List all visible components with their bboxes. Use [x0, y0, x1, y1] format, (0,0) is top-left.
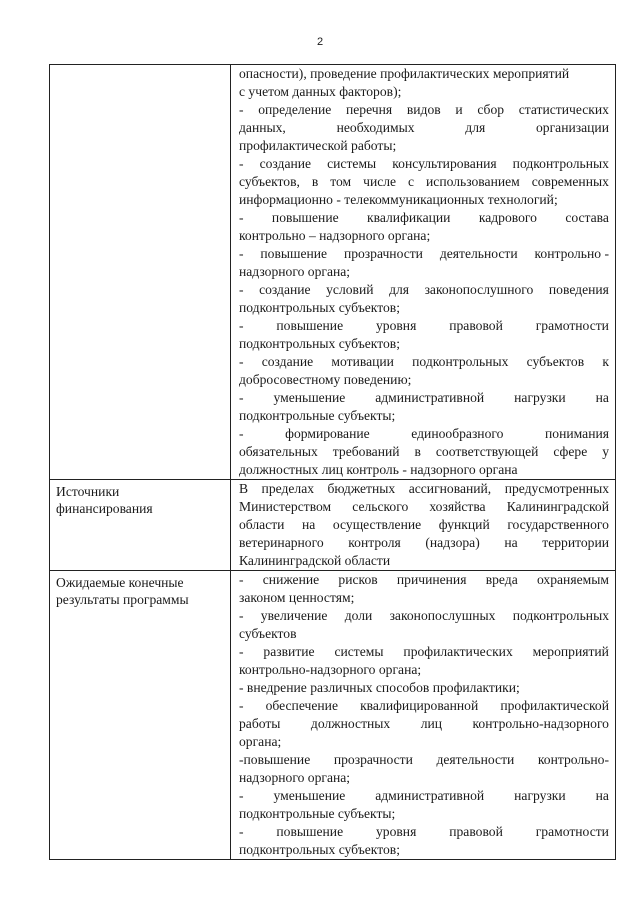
content-word: В	[239, 481, 249, 496]
content-word: повышение	[276, 318, 344, 333]
content-word: профилактической работы;	[239, 138, 397, 153]
content-line	[239, 299, 609, 317]
content-word: Министерством	[239, 499, 332, 514]
content-word: контрольно-надзорного	[472, 716, 609, 731]
content-word: обязательных	[239, 444, 318, 459]
content-word: - внедрение различных способов профилактики;	[239, 680, 520, 695]
content-line	[239, 733, 609, 751]
table-row	[50, 480, 616, 571]
content-line	[239, 571, 609, 589]
content-word: -	[239, 354, 244, 369]
content-word: органа;	[239, 734, 282, 749]
content-word: на	[302, 517, 316, 532]
content-word: -	[239, 102, 244, 117]
content-line	[239, 245, 609, 263]
content-word: единообразного	[411, 426, 504, 441]
content-word: профилактической	[500, 698, 609, 713]
content-line	[239, 751, 609, 769]
content-word: законопослушного	[424, 282, 534, 297]
content-line	[239, 119, 609, 137]
content-line	[239, 589, 609, 607]
content-word: кадрового	[478, 210, 537, 225]
content-word: ассигнований,	[408, 481, 492, 496]
content-line	[239, 461, 609, 479]
content-word: надзорного органа;	[239, 770, 351, 785]
content-word: в	[311, 174, 319, 189]
content-line	[239, 227, 609, 245]
content-word: -	[239, 426, 244, 441]
content-word: законом ценностям;	[239, 590, 355, 605]
content-word: -	[239, 156, 244, 171]
content-word: понимания	[545, 426, 609, 441]
content-word: консультирования	[392, 156, 497, 171]
content-line	[239, 498, 609, 516]
content-word: информационно - телекоммуникационных технологий;	[239, 192, 558, 207]
content-word: снижение	[262, 572, 320, 587]
content-line	[239, 443, 609, 461]
content-word: подконтрольных субъектов;	[239, 300, 400, 315]
content-word: повышение	[271, 210, 339, 225]
content-line	[239, 317, 609, 335]
content-line	[239, 516, 609, 534]
content-word: создание	[259, 282, 311, 297]
content-word: с учетом данных факторов);	[239, 84, 402, 99]
content-line	[239, 823, 609, 841]
content-word: развитие	[263, 644, 315, 659]
content-word: субъектов	[526, 354, 585, 369]
content-word: субъектов	[239, 626, 297, 641]
content-word: хозяйства	[429, 499, 486, 514]
content-word: профилактических	[403, 644, 513, 659]
content-line	[239, 407, 609, 425]
content-word: определение	[258, 102, 332, 117]
content-word: деятельности	[439, 246, 518, 261]
content-word: подконтрольных субъектов;	[239, 336, 400, 351]
content-word: лиц	[420, 716, 443, 731]
content-word: числе	[363, 174, 397, 189]
content-word: (надзора)	[425, 535, 480, 550]
content-word: организации	[536, 120, 609, 135]
content-word: должностных лиц контроль - надзорного органа	[239, 462, 518, 477]
content-word: контроля	[348, 535, 401, 550]
row-label-cell	[50, 480, 231, 571]
content-word: рисков	[338, 572, 378, 587]
content-word: подконтрольных	[512, 156, 609, 171]
content-word: деятельности	[436, 752, 515, 767]
content-word: уровня	[376, 318, 417, 333]
content-word: нагрузки	[514, 788, 566, 803]
content-word: -	[239, 210, 244, 225]
content-word: вреда	[485, 572, 518, 587]
content-line	[239, 371, 609, 389]
content-word: охраняемым	[536, 572, 609, 587]
content-word: том	[330, 174, 352, 189]
content-word: нагрузки	[514, 390, 566, 405]
row-label-line: финансирования	[56, 501, 153, 516]
content-word: законопослушных	[389, 608, 496, 623]
content-word: правовой	[449, 824, 503, 839]
content-word: на	[504, 535, 518, 550]
content-word: создание	[261, 354, 314, 369]
content-line	[239, 155, 609, 173]
content-word: у	[602, 444, 609, 459]
content-word: на	[595, 788, 609, 803]
row-label-cell	[50, 571, 231, 860]
content-word: надзорного органа;	[239, 264, 351, 279]
content-line	[239, 281, 609, 299]
content-word: прозрачности	[333, 752, 413, 767]
content-word: для	[389, 282, 410, 297]
content-word: и	[455, 102, 463, 117]
content-line	[239, 534, 609, 552]
content-word: системы	[327, 156, 377, 171]
content-word: соответствующей	[435, 444, 539, 459]
content-line	[239, 335, 609, 353]
content-word: -	[239, 824, 244, 839]
content-word: с	[408, 174, 415, 189]
content-word: уменьшение	[273, 390, 346, 405]
content-word: бюджетных	[327, 481, 396, 496]
table-row	[50, 65, 616, 480]
page-number: 2	[316, 36, 324, 48]
content-word: квалификации	[367, 210, 451, 225]
content-word: подконтрольные субъекты;	[239, 806, 396, 821]
content-word: в	[414, 444, 421, 459]
content-line	[239, 643, 609, 661]
content-word: обеспечение	[265, 698, 338, 713]
content-line	[239, 787, 609, 805]
content-word: пределах	[261, 481, 315, 496]
content-word: должностных	[310, 716, 391, 731]
content-word: области	[239, 517, 285, 532]
content-word: сфере	[553, 444, 588, 459]
content-word: -	[239, 318, 244, 333]
content-line	[239, 101, 609, 119]
content-word: контрольно -	[534, 246, 609, 261]
content-word: доли	[344, 608, 373, 623]
content-word: административной	[375, 390, 485, 405]
row-label-line: результаты программы	[56, 592, 189, 607]
row-content-cell	[231, 480, 616, 571]
content-line	[239, 552, 609, 570]
content-word: -	[239, 246, 244, 261]
content-word: на	[595, 390, 609, 405]
content-word: увеличение	[260, 608, 328, 623]
content-word: уменьшение	[273, 788, 346, 803]
content-word: повышение	[276, 824, 344, 839]
content-word: поведения	[548, 282, 609, 297]
content-line	[239, 697, 609, 715]
content-line	[239, 191, 609, 209]
content-word: Калининградской	[506, 499, 609, 514]
content-word: Калининградской области	[239, 553, 391, 568]
content-line	[239, 209, 609, 227]
content-word: статистических	[518, 102, 609, 117]
content-word: работы	[239, 716, 281, 731]
content-word: подконтрольные субъекты;	[239, 408, 396, 423]
content-word: использованием	[426, 174, 520, 189]
content-word: ветеринарного	[239, 535, 324, 550]
content-word: грамотности	[535, 824, 609, 839]
content-line	[239, 65, 609, 83]
content-word: -	[239, 282, 244, 297]
content-line	[239, 480, 609, 498]
content-word: подконтрольных	[512, 608, 609, 623]
content-word: добросовестному поведению;	[239, 372, 412, 387]
content-word: сельского	[352, 499, 409, 514]
content-line	[239, 137, 609, 155]
content-word: мероприятий	[532, 644, 609, 659]
content-word: -	[239, 788, 244, 803]
content-line	[239, 661, 609, 679]
content-word: правовой	[449, 318, 503, 333]
content-word: подконтрольных субъектов;	[239, 842, 400, 857]
content-word: для	[465, 120, 486, 135]
content-word: контрольно-надзорного органа;	[239, 662, 422, 677]
content-word: системы	[334, 644, 384, 659]
row-label-line: Источники	[56, 484, 120, 499]
content-line	[239, 769, 609, 787]
content-word: требований	[332, 444, 400, 459]
content-word: предусмотренных	[504, 481, 609, 496]
content-word: сбор	[477, 102, 505, 117]
row-content-cell	[231, 571, 616, 860]
content-word: контрольно – надзорного органа;	[239, 228, 431, 243]
content-word: территории	[542, 535, 609, 550]
content-word: формирование	[285, 426, 370, 441]
content-word: -	[239, 698, 244, 713]
content-word: уровня	[376, 824, 417, 839]
content-word: перечня	[345, 102, 393, 117]
content-line	[239, 715, 609, 733]
content-line	[239, 805, 609, 823]
content-line	[239, 83, 609, 101]
content-word: прозрачности	[343, 246, 423, 261]
content-word: мотивации	[331, 354, 394, 369]
content-word: условий	[326, 282, 374, 297]
table-row	[50, 571, 616, 860]
content-word: повышение	[260, 246, 328, 261]
row-label-line: Ожидаемые конечные	[56, 575, 184, 590]
content-word: контрольно-	[537, 752, 609, 767]
content-word: создание	[259, 156, 312, 171]
content-word: государственного	[507, 517, 609, 532]
content-word: -повышение	[239, 752, 311, 767]
content-word: видов	[406, 102, 441, 117]
content-word: -	[239, 644, 244, 659]
content-word: -	[239, 390, 244, 405]
row-content-cell	[231, 65, 616, 480]
content-word: опасности), проведение профилактических мероприятий	[239, 66, 570, 81]
content-word: данных,	[239, 120, 286, 135]
row-label-cell	[50, 65, 231, 480]
content-word: грамотности	[535, 318, 609, 333]
content-line	[239, 607, 609, 625]
content-word: квалифицированной	[360, 698, 479, 713]
content-line	[239, 389, 609, 407]
content-line	[239, 263, 609, 281]
content-line	[239, 679, 609, 697]
content-word: подконтрольных	[412, 354, 509, 369]
content-line	[239, 625, 609, 643]
content-word: современных	[531, 174, 609, 189]
content-word: состава	[565, 210, 609, 225]
content-word: к	[602, 354, 609, 369]
content-word: функций	[438, 517, 490, 532]
content-word: административной	[375, 788, 485, 803]
content-word: -	[239, 572, 244, 587]
content-line	[239, 173, 609, 191]
content-line	[239, 841, 609, 859]
content-word: осуществление	[332, 517, 422, 532]
content-line	[239, 353, 609, 371]
program-passport-table	[49, 64, 616, 860]
content-word: необходимых	[336, 120, 415, 135]
content-line	[239, 425, 609, 443]
content-word: причинения	[396, 572, 467, 587]
content-word: субъектов,	[239, 174, 300, 189]
content-word: -	[239, 608, 244, 623]
